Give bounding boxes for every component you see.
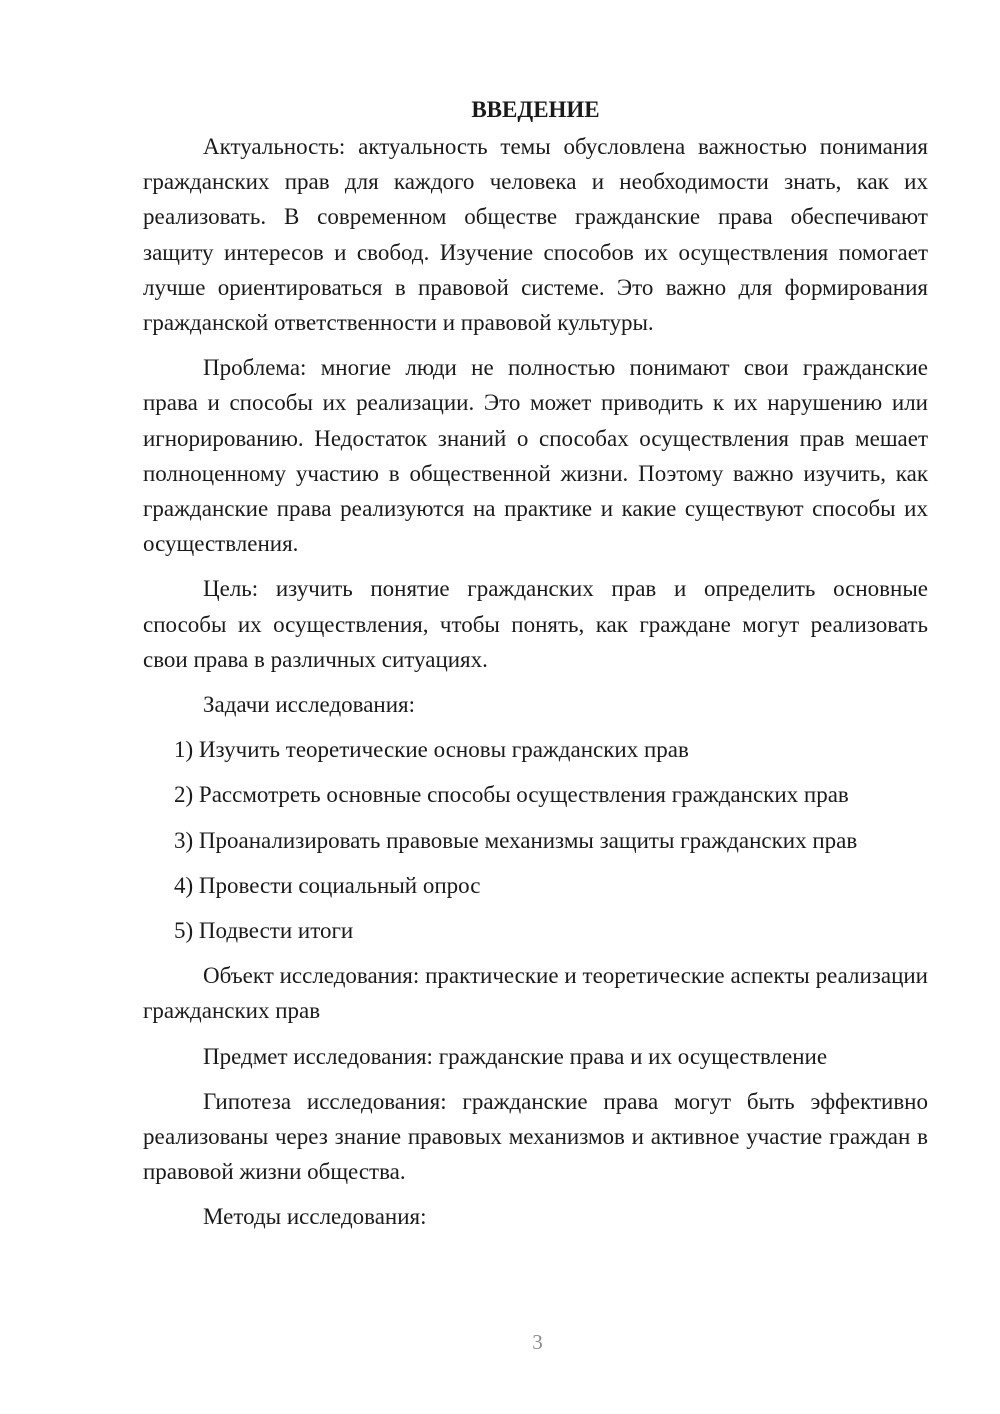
relevance-paragraph: Актуальность: актуальность темы обусловлена важностью понимания гражданских прав для каждого человека и необходимости знать, как их реализовать. В современном обществе гражданские права обеспечивают защиту интересов и свобод. Изучение способов их осуществления помогает лучше ориентироваться в правовой системе. Это важно для формирования гражданской ответственности и правовой культуры. bbox=[143, 134, 928, 336]
task-item: 2) Рассмотреть основные способы осуществления гражданских прав bbox=[174, 782, 849, 808]
goal-paragraph: Цель: изучить понятие гражданских прав и определить основные способы их осуществления, чтобы понять, как граждане могут реализовать свои права в различных ситуациях. bbox=[143, 576, 928, 672]
section-heading: ВВЕДЕНИЕ bbox=[471, 97, 600, 122]
object-paragraph: Объект исследования: практические и теоретические аспекты реализации гражданских прав bbox=[143, 963, 928, 1024]
task-item: 5) Подвести итоги bbox=[174, 918, 354, 944]
task-item: 3) Проанализировать правовые механизмы защиты гражданских прав bbox=[174, 827, 858, 853]
hypothesis-paragraph: Гипотеза исследования: гражданские права могут быть эффективно реализованы через знание правовых механизмов и активное участие граждан в правовой жизни общества. bbox=[143, 1088, 928, 1185]
methods-title: Методы исследования: bbox=[203, 1204, 427, 1230]
subject-paragraph: Предмет исследования: гражданские права и их осуществление bbox=[203, 1043, 828, 1069]
task-item: 1) Изучить теоретические основы гражданских прав bbox=[174, 737, 689, 763]
task-item: 4) Провести социальный опрос bbox=[174, 872, 481, 898]
document-page bbox=[143, 92, 928, 1245]
tasks-title: Задачи исследования: bbox=[203, 692, 416, 718]
page-number: 3 bbox=[532, 1330, 543, 1354]
problem-paragraph: Проблема: многие люди не полностью понимают свои гражданские права и способы их реализации. Это может приводить к их нарушению или игнорированию. Недостаток знаний о способах осуществления прав мешает полноценному участию в общественной жизни. Поэтому важно изучить, как гражданские права реализуются на практике и какие существуют способы их осуществления. bbox=[143, 355, 928, 557]
